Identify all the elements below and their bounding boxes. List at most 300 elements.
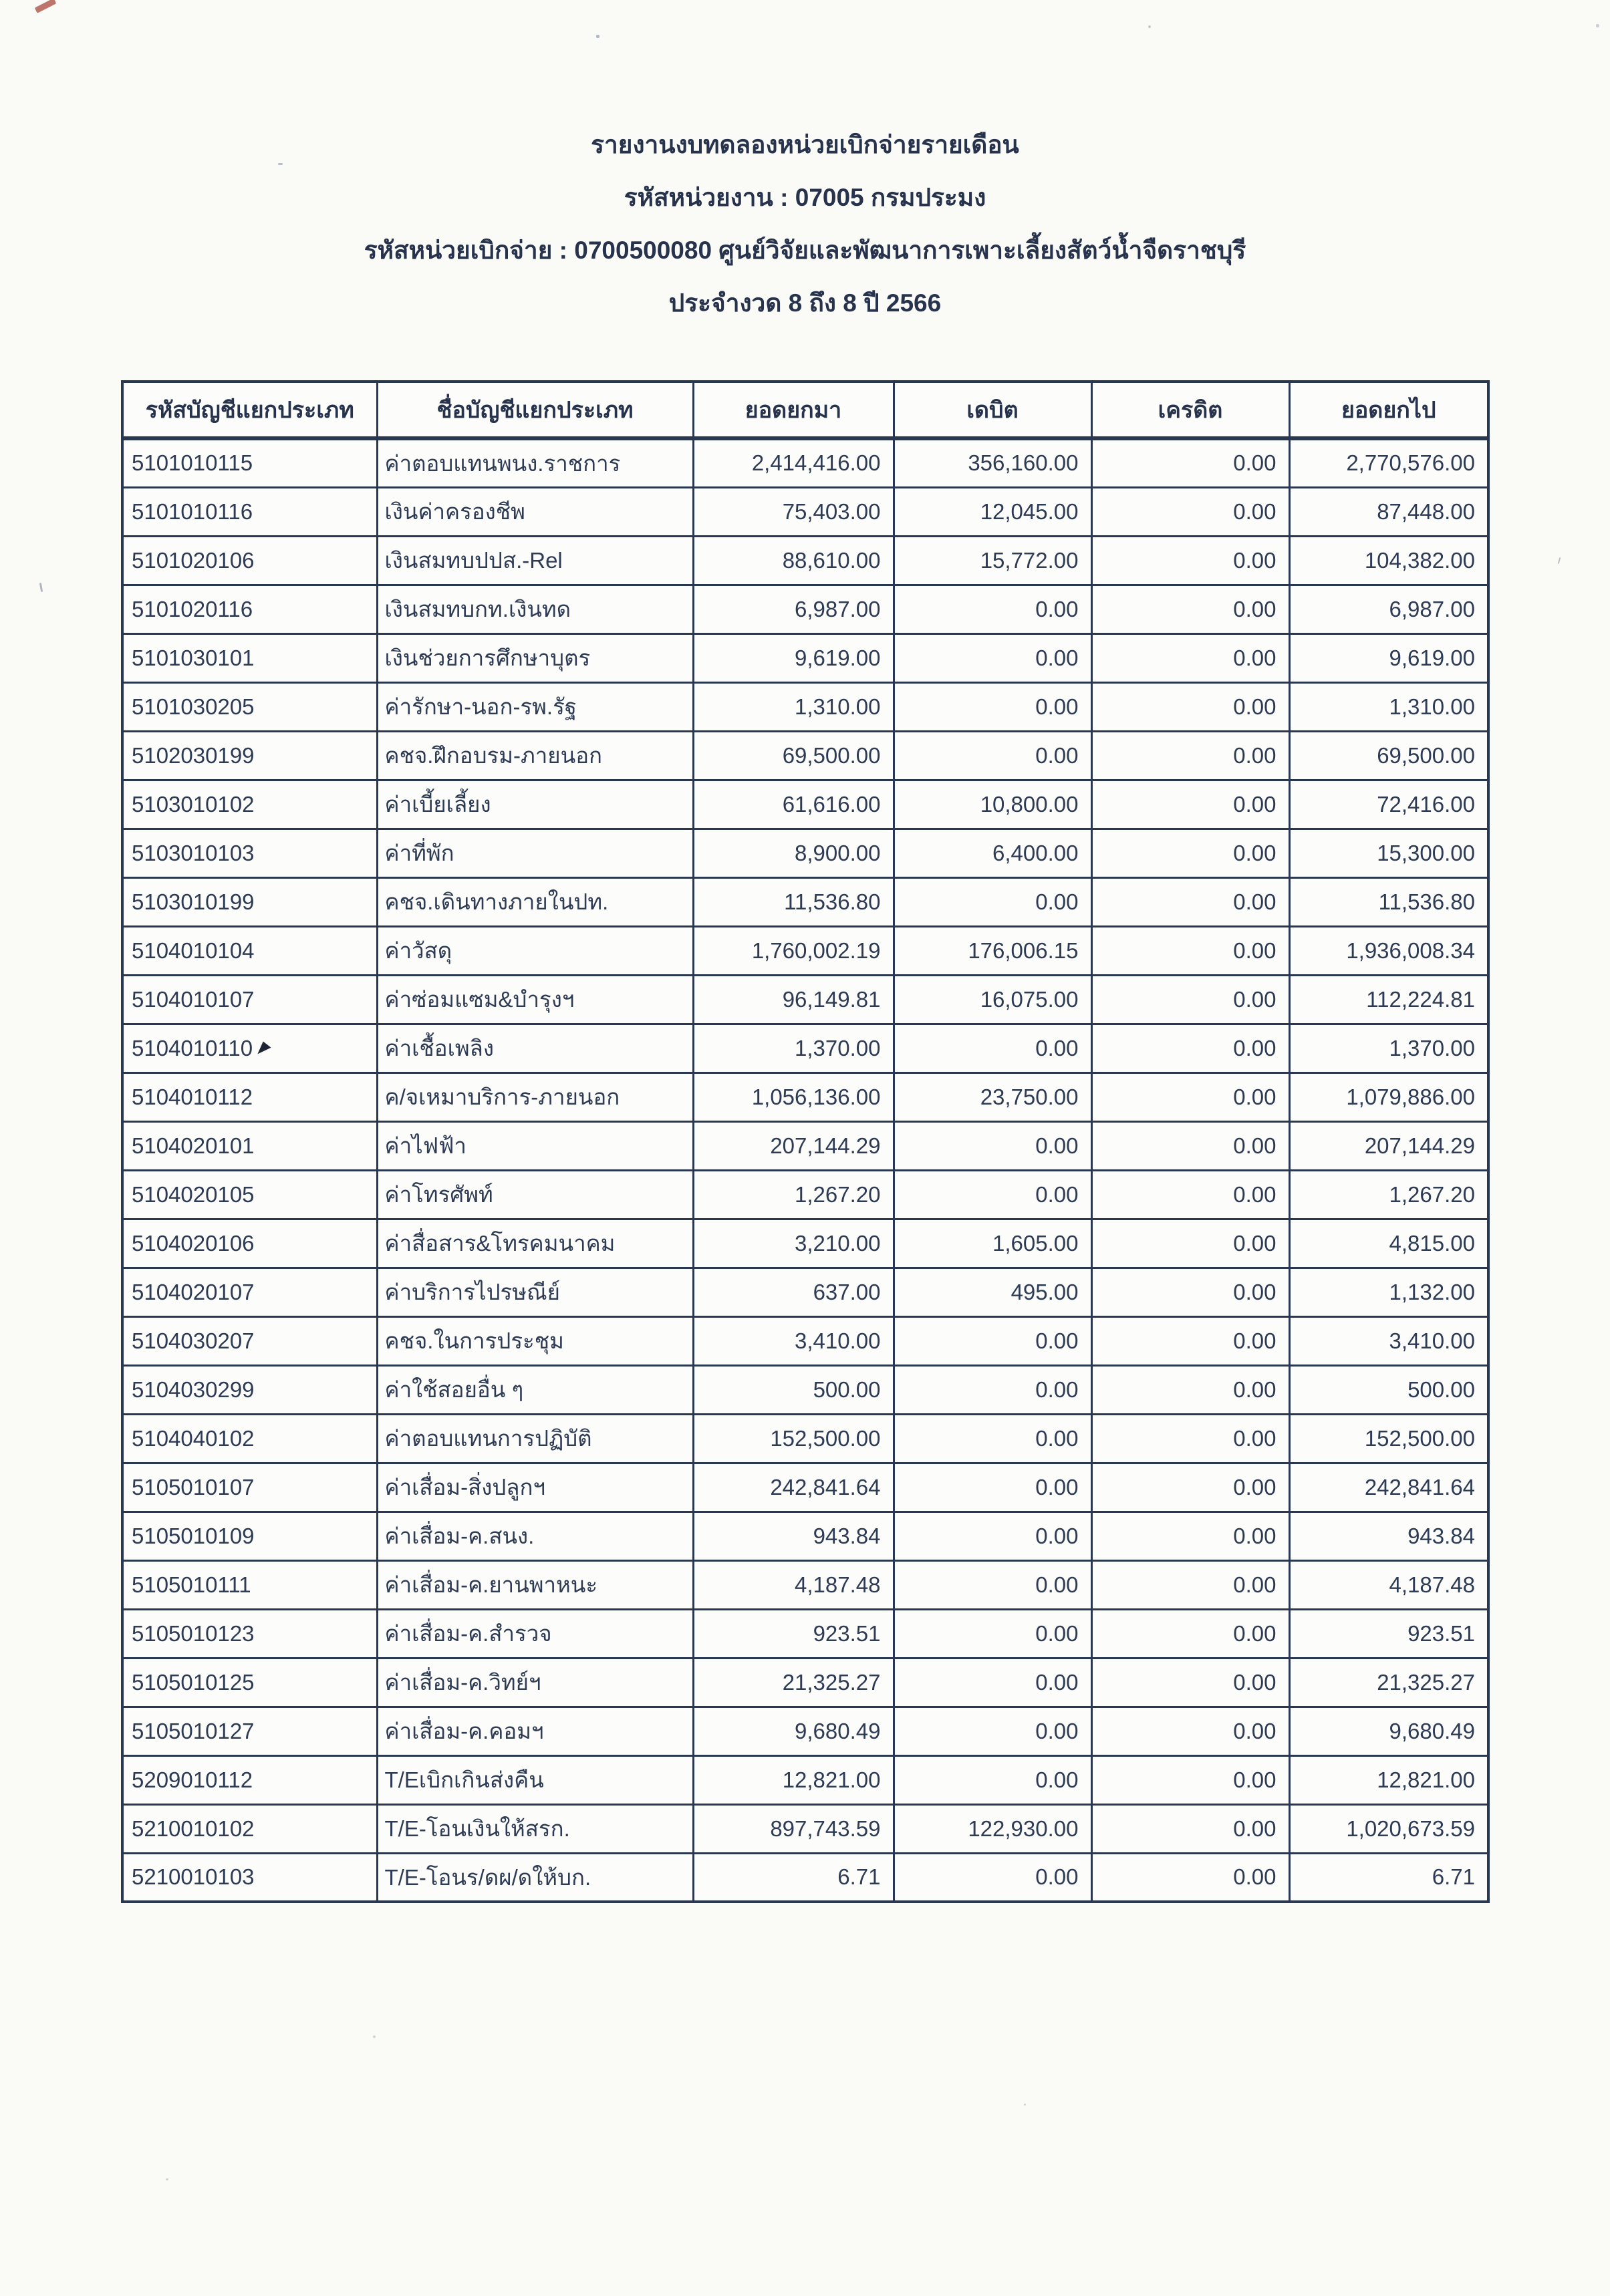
carry-forward-cell <box>693 975 894 1024</box>
credit-cell <box>1091 1512 1289 1560</box>
credit-value: 0.00 <box>1233 1864 1277 1890</box>
credit-cell <box>1091 1024 1289 1072</box>
debit-value: 23,750.00 <box>980 1084 1079 1109</box>
credit-cell <box>1091 633 1289 682</box>
carry-forward-cell <box>693 1853 894 1902</box>
table-row <box>122 1072 1488 1121</box>
credit-cell <box>1091 585 1289 633</box>
account-code-cell <box>122 1121 377 1170</box>
account-code-cell <box>122 1853 377 1902</box>
account-name-cell <box>377 1512 693 1560</box>
debit-cell <box>894 1268 1091 1316</box>
carry-forward-value: 61,616.00 <box>782 791 881 817</box>
account-code-cell <box>122 1707 377 1755</box>
credit-value: 0.00 <box>1233 1767 1277 1792</box>
table-row <box>122 1658 1488 1707</box>
table-row <box>122 731 1488 780</box>
carry-out-cell <box>1289 1804 1488 1853</box>
account-name-value: ค่าบริการไปรษณีย์ <box>384 1280 560 1304</box>
carry-out-cell <box>1289 438 1488 487</box>
carry-forward-value: 1,267.20 <box>795 1181 881 1207</box>
credit-cell <box>1091 1658 1289 1707</box>
debit-value: 0.00 <box>1035 645 1079 670</box>
debit-cell <box>894 1707 1091 1755</box>
account-name-cell <box>377 1609 693 1658</box>
debit-cell <box>894 1170 1091 1219</box>
credit-cell <box>1091 1170 1289 1219</box>
carry-out-cell <box>1289 1170 1488 1219</box>
account-code-value: 5104030207 <box>132 1328 255 1353</box>
carry-out-cell <box>1289 1121 1488 1170</box>
debit-cell <box>894 536 1091 585</box>
carry-forward-value: 8,900.00 <box>795 840 881 865</box>
credit-cell <box>1091 1463 1289 1512</box>
account-name-value: ค่าเสื่อม-ค.สนง. <box>384 1524 535 1548</box>
account-name-cell <box>377 585 693 633</box>
credit-value: 0.00 <box>1233 1816 1277 1841</box>
carry-out-value: 21,325.27 <box>1377 1669 1475 1695</box>
account-name-cell <box>377 487 693 536</box>
debit-value: 0.00 <box>1035 1035 1079 1060</box>
account-name-cell <box>377 780 693 829</box>
account-name-value: ค่าตอบแทนพนง.ราชการ <box>384 450 621 476</box>
carry-out-cell <box>1289 1024 1488 1072</box>
account-name-cell <box>377 1707 693 1755</box>
account-name-cell <box>377 1463 693 1512</box>
account-name-cell <box>377 1316 693 1365</box>
account-code-value: 5210010103 <box>132 1864 255 1890</box>
account-name-value: ค่าตอบแทนการปฏิบัติ <box>384 1426 592 1451</box>
credit-cell <box>1091 438 1289 487</box>
account-name-value: ค่าเสื่อม-สิ่งปลูกฯ <box>384 1475 546 1499</box>
account-code-value: 5210010102 <box>132 1816 255 1841</box>
carry-out-value: 1,079,886.00 <box>1346 1084 1475 1109</box>
account-code-cell <box>122 1414 377 1463</box>
credit-cell <box>1091 1853 1289 1902</box>
account-code-cell <box>122 1804 377 1853</box>
account-code-cell <box>122 926 377 975</box>
carry-out-cell <box>1289 1365 1488 1414</box>
carry-forward-cell <box>693 1121 894 1170</box>
carry-forward-cell <box>693 438 894 487</box>
carry-out-cell <box>1289 1560 1488 1609</box>
carry-forward-cell <box>693 1658 894 1707</box>
debit-value: 15,772.00 <box>980 547 1079 573</box>
account-name-value: ค่าเสื่อม-ค.วิทย์ฯ <box>384 1670 541 1695</box>
carry-forward-cell <box>693 1414 894 1463</box>
account-code-cell <box>122 1219 377 1268</box>
table-row <box>122 1024 1488 1072</box>
debit-value: 0.00 <box>1035 1620 1079 1646</box>
account-code-value: 5104020106 <box>132 1230 255 1256</box>
carry-out-value: 12,821.00 <box>1377 1767 1475 1792</box>
credit-value: 0.00 <box>1233 1181 1277 1207</box>
account-code-value: 5104010104 <box>132 938 255 963</box>
carry-out-cell <box>1289 829 1488 877</box>
account-code-value: 5105010125 <box>132 1669 255 1695</box>
debit-cell <box>894 633 1091 682</box>
table-row <box>122 1804 1488 1853</box>
account-name-cell <box>377 1170 693 1219</box>
credit-cell <box>1091 1316 1289 1365</box>
account-name-value: ค/จเหมาบริการ-ภายนอก <box>384 1085 620 1109</box>
debit-value: 0.00 <box>1035 1767 1079 1792</box>
column-header-credit: เครดิต <box>1091 382 1289 438</box>
debit-cell <box>894 1219 1091 1268</box>
account-code-cell <box>122 975 377 1024</box>
account-code-value: 5209010112 <box>132 1767 253 1792</box>
debit-cell <box>894 1658 1091 1707</box>
account-name-value: ค่าโทรศัพท์ <box>384 1182 493 1207</box>
debit-cell <box>894 1365 1091 1414</box>
carry-forward-value: 9,619.00 <box>795 645 881 670</box>
table-row <box>122 536 1488 585</box>
carry-out-value: 1,370.00 <box>1389 1035 1475 1060</box>
pen-mark <box>255 1041 271 1058</box>
carry-out-cell <box>1289 780 1488 829</box>
carry-out-value: 152,500.00 <box>1364 1425 1475 1451</box>
account-code-cell <box>122 438 377 487</box>
debit-value: 356,160.00 <box>968 450 1079 476</box>
account-code-cell <box>122 1609 377 1658</box>
carry-forward-value: 2,414,416.00 <box>751 450 881 476</box>
carry-forward-value: 1,370.00 <box>795 1035 881 1060</box>
table-row <box>122 975 1488 1024</box>
credit-cell <box>1091 877 1289 926</box>
table-row <box>122 1707 1488 1755</box>
account-code-value: 5105010109 <box>132 1523 255 1548</box>
carry-out-cell <box>1289 1316 1488 1365</box>
account-name-cell <box>377 682 693 731</box>
credit-cell <box>1091 1365 1289 1414</box>
account-code-cell <box>122 780 377 829</box>
account-name-value: เงินช่วยการศึกษาบุตร <box>384 645 591 670</box>
carry-out-cell <box>1289 1658 1488 1707</box>
table-row <box>122 633 1488 682</box>
credit-value: 0.00 <box>1233 1328 1277 1353</box>
account-name-cell <box>377 1219 693 1268</box>
account-code-cell <box>122 1268 377 1316</box>
carry-forward-value: 11,536.80 <box>784 889 881 914</box>
credit-value: 0.00 <box>1233 1084 1277 1109</box>
account-code-value: 5104010112 <box>132 1084 253 1109</box>
credit-cell <box>1091 1072 1289 1121</box>
carry-out-value: 207,144.29 <box>1364 1133 1475 1158</box>
debit-cell <box>894 1072 1091 1121</box>
table-body <box>122 438 1488 1902</box>
account-name-value: คชจ.เดินทางภายในปท. <box>384 889 609 914</box>
carry-out-value: 3,410.00 <box>1389 1328 1475 1353</box>
account-name-value: T/Eเบิกเกินส่งคืน <box>384 1767 544 1792</box>
column-header-carry-forward: ยอดยกมา <box>693 382 894 438</box>
account-code-cell <box>122 1072 377 1121</box>
debit-value: 0.00 <box>1035 1864 1079 1890</box>
trial-balance-table <box>121 380 1490 1903</box>
carry-forward-cell <box>693 633 894 682</box>
debit-value: 12,045.00 <box>980 498 1079 524</box>
account-code-cell <box>122 682 377 731</box>
carry-forward-value: 4,187.48 <box>795 1572 881 1597</box>
carry-out-cell <box>1289 1219 1488 1268</box>
period-line: ประจำงวด 8 ถึง 8 ปี 2566 <box>668 289 942 317</box>
table-row <box>122 438 1488 487</box>
carry-out-value: 104,382.00 <box>1364 547 1475 573</box>
carry-forward-value: 88,610.00 <box>782 547 881 573</box>
debit-cell <box>894 1560 1091 1609</box>
carry-out-value: 4,815.00 <box>1389 1230 1475 1256</box>
account-name-cell <box>377 926 693 975</box>
carry-forward-cell <box>693 877 894 926</box>
account-name-cell <box>377 1365 693 1414</box>
carry-forward-value: 152,500.00 <box>770 1425 881 1451</box>
account-code-cell <box>122 1755 377 1804</box>
account-code-cell <box>122 1560 377 1609</box>
credit-cell <box>1091 487 1289 536</box>
carry-out-cell <box>1289 1072 1488 1121</box>
credit-cell <box>1091 1268 1289 1316</box>
carry-forward-cell <box>693 1170 894 1219</box>
credit-cell <box>1091 682 1289 731</box>
credit-value: 0.00 <box>1233 1133 1277 1158</box>
carry-forward-cell <box>693 1316 894 1365</box>
carry-out-value: 72,416.00 <box>1377 791 1475 817</box>
account-name-cell <box>377 1121 693 1170</box>
carry-forward-cell <box>693 829 894 877</box>
table-row <box>122 1609 1488 1658</box>
table-row <box>122 1268 1488 1316</box>
debit-cell <box>894 1512 1091 1560</box>
account-code-value: 5103010103 <box>132 840 255 865</box>
scan-speck <box>373 2035 376 2038</box>
carry-forward-cell <box>693 1804 894 1853</box>
account-name-value: T/E-โอนเงินให้สรก. <box>384 1816 570 1841</box>
carry-out-cell <box>1289 1707 1488 1755</box>
carry-out-value: 923.51 <box>1407 1620 1475 1646</box>
table-row <box>122 1755 1488 1804</box>
debit-value: 0.00 <box>1035 1133 1079 1158</box>
carry-out-value: 6.71 <box>1432 1864 1475 1890</box>
carry-forward-value: 69,500.00 <box>782 742 881 768</box>
carry-out-value: 1,936,008.34 <box>1346 938 1475 963</box>
carry-forward-value: 3,210.00 <box>795 1230 881 1256</box>
carry-out-cell <box>1289 926 1488 975</box>
account-name-cell <box>377 829 693 877</box>
debit-cell <box>894 731 1091 780</box>
account-code-value: 5104020105 <box>132 1181 255 1207</box>
carry-forward-cell <box>693 1609 894 1658</box>
account-code-cell <box>122 1365 377 1414</box>
carry-out-value: 242,841.64 <box>1364 1474 1475 1499</box>
account-code-value: 5104020107 <box>132 1279 255 1304</box>
carry-out-value: 1,132.00 <box>1389 1279 1475 1304</box>
account-code-cell <box>122 1463 377 1512</box>
carry-forward-value: 3,410.00 <box>795 1328 881 1353</box>
account-code-value: 5105010107 <box>132 1474 255 1499</box>
carry-forward-cell <box>693 1755 894 1804</box>
debit-cell <box>894 1755 1091 1804</box>
credit-value: 0.00 <box>1233 1035 1277 1060</box>
table-row <box>122 487 1488 536</box>
account-name-value: ค่าที่พัก <box>384 841 454 865</box>
account-name-cell <box>377 633 693 682</box>
account-name-value: เงินสมทบกท.เงินทด <box>384 597 571 621</box>
account-code-value: 5104020101 <box>132 1133 255 1158</box>
account-code-value: 5101030205 <box>132 694 255 719</box>
account-name-value: ค่าเสื่อม-ค.คอมฯ <box>384 1719 544 1743</box>
credit-value: 0.00 <box>1233 791 1277 817</box>
carry-forward-value: 6.71 <box>837 1864 881 1890</box>
debit-value: 0.00 <box>1035 1425 1079 1451</box>
carry-out-cell <box>1289 1512 1488 1560</box>
credit-value: 0.00 <box>1233 694 1277 719</box>
account-name-cell <box>377 975 693 1024</box>
account-name-cell <box>377 438 693 487</box>
credit-cell <box>1091 1755 1289 1804</box>
table-row <box>122 1316 1488 1365</box>
carry-forward-value: 207,144.29 <box>770 1133 881 1158</box>
scan-speck <box>1596 24 1599 27</box>
debit-cell <box>894 1414 1091 1463</box>
carry-forward-cell <box>693 1268 894 1316</box>
account-code-value: 5101030101 <box>132 645 255 670</box>
credit-value: 0.00 <box>1233 1474 1277 1499</box>
table-row <box>122 926 1488 975</box>
table-row <box>122 1560 1488 1609</box>
account-name-cell <box>377 877 693 926</box>
table-row <box>122 1414 1488 1463</box>
carry-forward-cell <box>693 536 894 585</box>
carry-forward-cell <box>693 1512 894 1560</box>
carry-forward-cell <box>693 926 894 975</box>
debit-cell <box>894 1609 1091 1658</box>
account-code-cell <box>122 877 377 926</box>
credit-cell <box>1091 1414 1289 1463</box>
table-row <box>122 829 1488 877</box>
credit-value: 0.00 <box>1233 1718 1277 1743</box>
account-name-cell <box>377 1560 693 1609</box>
scan-speck <box>596 35 599 38</box>
account-code-value: 5103010102 <box>132 791 255 817</box>
debit-cell <box>894 1024 1091 1072</box>
account-name-value: ค่าไฟฟ้า <box>384 1133 466 1158</box>
debit-cell <box>894 1804 1091 1853</box>
carry-out-cell <box>1289 682 1488 731</box>
credit-cell <box>1091 1219 1289 1268</box>
account-name-value: ค่าวัสดุ <box>384 938 452 963</box>
debit-cell <box>894 1121 1091 1170</box>
account-name-value: คชจ.ในการประชุม <box>384 1328 564 1353</box>
disbursement-unit-line: รหัสหน่วยเบิกจ่าย : 0700500080 ศูนย์วิจัยและพัฒนาการเพาะเลี้ยงสัตว์น้ำจืดราชบุรี <box>364 237 1246 264</box>
account-name-value: คชจ.ฝึกอบรม-ภายนอก <box>384 743 603 768</box>
carry-forward-value: 1,056,136.00 <box>751 1084 881 1109</box>
column-header-debit: เดบิต <box>894 382 1091 438</box>
carry-forward-value: 6,987.00 <box>795 596 881 621</box>
account-code-cell <box>122 1512 377 1560</box>
carry-out-value: 9,619.00 <box>1389 645 1475 670</box>
account-code-cell <box>122 487 377 536</box>
account-code-value: 5104030299 <box>132 1377 255 1402</box>
account-code-cell <box>122 585 377 633</box>
account-code-cell <box>122 633 377 682</box>
account-name-cell <box>377 1804 693 1853</box>
account-code-value: 5104040102 <box>132 1425 255 1451</box>
debit-cell <box>894 926 1091 975</box>
table-row <box>122 1463 1488 1512</box>
credit-cell <box>1091 1609 1289 1658</box>
credit-value: 0.00 <box>1233 1572 1277 1597</box>
carry-out-value: 1,020,673.59 <box>1346 1816 1475 1841</box>
carry-out-cell <box>1289 633 1488 682</box>
carry-forward-cell <box>693 1024 894 1072</box>
account-code-cell <box>122 1024 377 1072</box>
credit-value: 0.00 <box>1233 938 1277 963</box>
carry-out-cell <box>1289 1609 1488 1658</box>
column-header-account-code: รหัสบัญชีแยกประเภท <box>122 382 377 438</box>
table-row <box>122 1121 1488 1170</box>
carry-out-cell <box>1289 1268 1488 1316</box>
carry-out-cell <box>1289 877 1488 926</box>
credit-value: 0.00 <box>1233 986 1277 1012</box>
credit-value: 0.00 <box>1233 1230 1277 1256</box>
debit-value: 0.00 <box>1035 1328 1079 1353</box>
debit-value: 0.00 <box>1035 1181 1079 1207</box>
account-name-cell <box>377 1658 693 1707</box>
debit-value: 0.00 <box>1035 889 1079 914</box>
debit-value: 0.00 <box>1035 1377 1079 1402</box>
carry-out-value: 87,448.00 <box>1377 498 1475 524</box>
account-code-value: 5105010123 <box>132 1620 255 1646</box>
carry-out-value: 6,987.00 <box>1389 596 1475 621</box>
table-row <box>122 1853 1488 1902</box>
carry-forward-cell <box>693 682 894 731</box>
debit-value: 122,930.00 <box>968 1816 1079 1841</box>
account-name-cell <box>377 1755 693 1804</box>
account-name-cell <box>377 1072 693 1121</box>
credit-cell <box>1091 1804 1289 1853</box>
carry-forward-cell <box>693 731 894 780</box>
report-header <box>0 131 1610 342</box>
carry-forward-cell <box>693 585 894 633</box>
debit-cell <box>894 585 1091 633</box>
debit-cell <box>894 780 1091 829</box>
carry-forward-value: 1,310.00 <box>795 694 881 719</box>
debit-value: 0.00 <box>1035 694 1079 719</box>
table-header-row <box>122 382 1488 438</box>
credit-cell <box>1091 1121 1289 1170</box>
account-name-value: ค่าสื่อสาร&โทรคมนาคม <box>384 1231 616 1256</box>
debit-cell <box>894 438 1091 487</box>
account-name-cell <box>377 1024 693 1072</box>
table-row <box>122 1219 1488 1268</box>
report-title: รายงานงบทดลองหน่วยเบิกจ่ายรายเดือน <box>591 131 1019 158</box>
carry-forward-value: 75,403.00 <box>782 498 881 524</box>
account-code-value: 5101010116 <box>132 498 253 524</box>
debit-value: 0.00 <box>1035 596 1079 621</box>
account-code-cell <box>122 731 377 780</box>
table-row <box>122 1512 1488 1560</box>
scan-speck <box>39 583 43 592</box>
debit-value: 0.00 <box>1035 1523 1079 1548</box>
credit-cell <box>1091 536 1289 585</box>
column-header-account-name: ชื่อบัญชีแยกประเภท <box>377 382 693 438</box>
carry-forward-value: 21,325.27 <box>782 1669 881 1695</box>
account-name-cell <box>377 731 693 780</box>
carry-out-value: 2,770,576.00 <box>1346 450 1475 476</box>
debit-cell <box>894 975 1091 1024</box>
account-name-cell <box>377 1853 693 1902</box>
carry-forward-value: 12,821.00 <box>782 1767 881 1792</box>
credit-cell <box>1091 1707 1289 1755</box>
